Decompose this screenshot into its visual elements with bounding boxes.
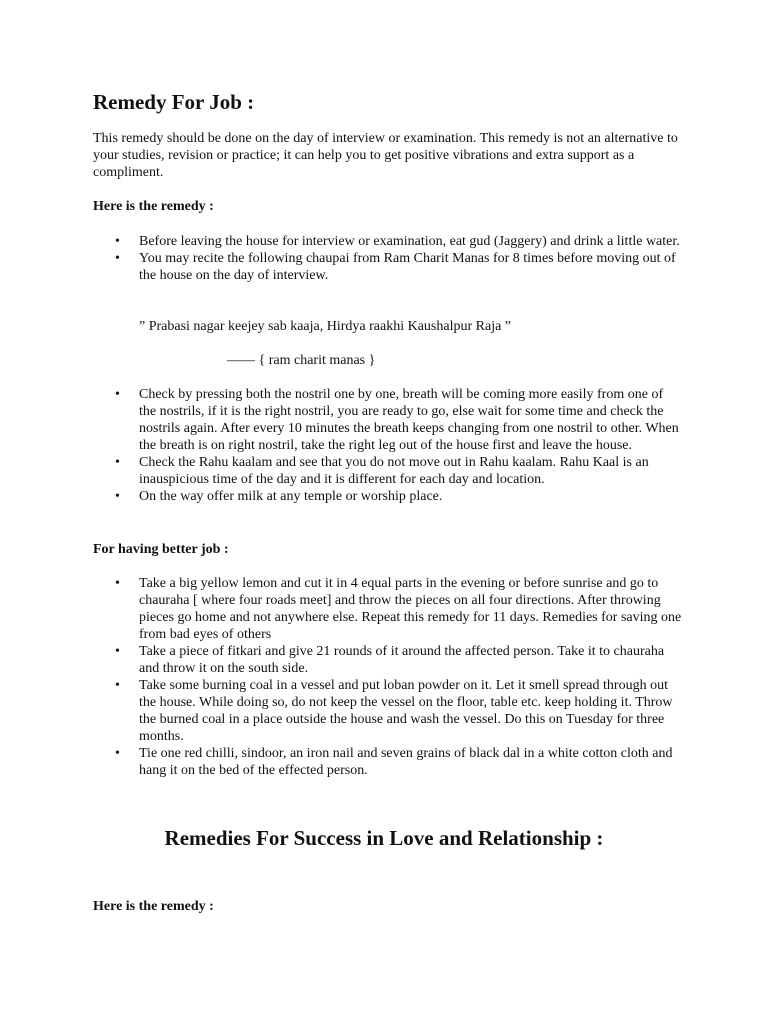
list-item: • Check by pressing both the nostril one by one, breath will be coming more easily from one of the nostrils, if it is the right nostril, you are ready to go, else wait for some time and check the nostrils again. After every 10 minutes the breath keeps changing from one nostril to other. When the breath is on right nostril, take the right leg out of the house first and leave the house. [93, 386, 683, 454]
job-remedy-list-a [93, 233, 683, 284]
love-heading: Remedies For Success in Love and Relationship : [164, 826, 604, 850]
chaupai-quote: ” Prabasi nagar keejey sab kaaja, Hirdya raakhi Kaushalpur Raja ” [139, 319, 512, 334]
list-item: • Tie one red chilli, sindoor, an iron nail and seven grains of black dal in a white cotton cloth and hang it on the bed of the effected person. [93, 745, 683, 779]
list-item: • Before leaving the house for interview or examination, eat gud (Jaggery) and drink a little water. [93, 233, 683, 250]
chaupai-source: —— { ram charit manas } [227, 353, 376, 368]
list-item: • Take a big yellow lemon and cut it in 4 equal parts in the evening or before sunrise and go to chauraha [ where four roads meet] and throw the pieces on all four directions. After throwing pieces go home and not anywhere else. Repeat this remedy for 11 days. Remedies for saving one from bad eyes of others [93, 575, 683, 643]
better-job-list [93, 575, 683, 779]
love-remedy-label: Here is the remedy : [93, 899, 214, 914]
job-intro-paragraph: This remedy should be done on the day of interview or examination. This remedy is not an alternative to your studies, revision or practice; it can help you to get positive vibrations and extra support as a compliment. [93, 131, 678, 180]
list-item: • Take some burning coal in a vessel and put loban powder on it. Let it smell spread through out the house. While doing so, do not keep the vessel on the floor, table etc. keep holding it. Throw the burned coal in a place outside the house and wash the vessel. Do this on Tuesday for three months. [93, 677, 683, 745]
job-remedy-label: Here is the remedy : [93, 199, 214, 214]
list-item: • Check the Rahu kaalam and see that you do not move out in Rahu kaalam. Rahu Kaal is an inauspicious time of the day and it is different for each day and location. [93, 454, 683, 488]
job-heading: Remedy For Job : [93, 90, 255, 114]
list-item: • You may recite the following chaupai from Ram Charit Manas for 8 times before moving out of the house on the day of interview. [93, 250, 683, 284]
better-job-label: For having better job : [93, 542, 229, 557]
list-item: • Take a piece of fitkari and give 21 rounds of it around the affected person. Take it to chauraha and throw it on the south side. [93, 643, 683, 677]
list-item: • On the way offer milk at any temple or worship place. [93, 488, 683, 505]
job-remedy-list-b [93, 386, 683, 505]
